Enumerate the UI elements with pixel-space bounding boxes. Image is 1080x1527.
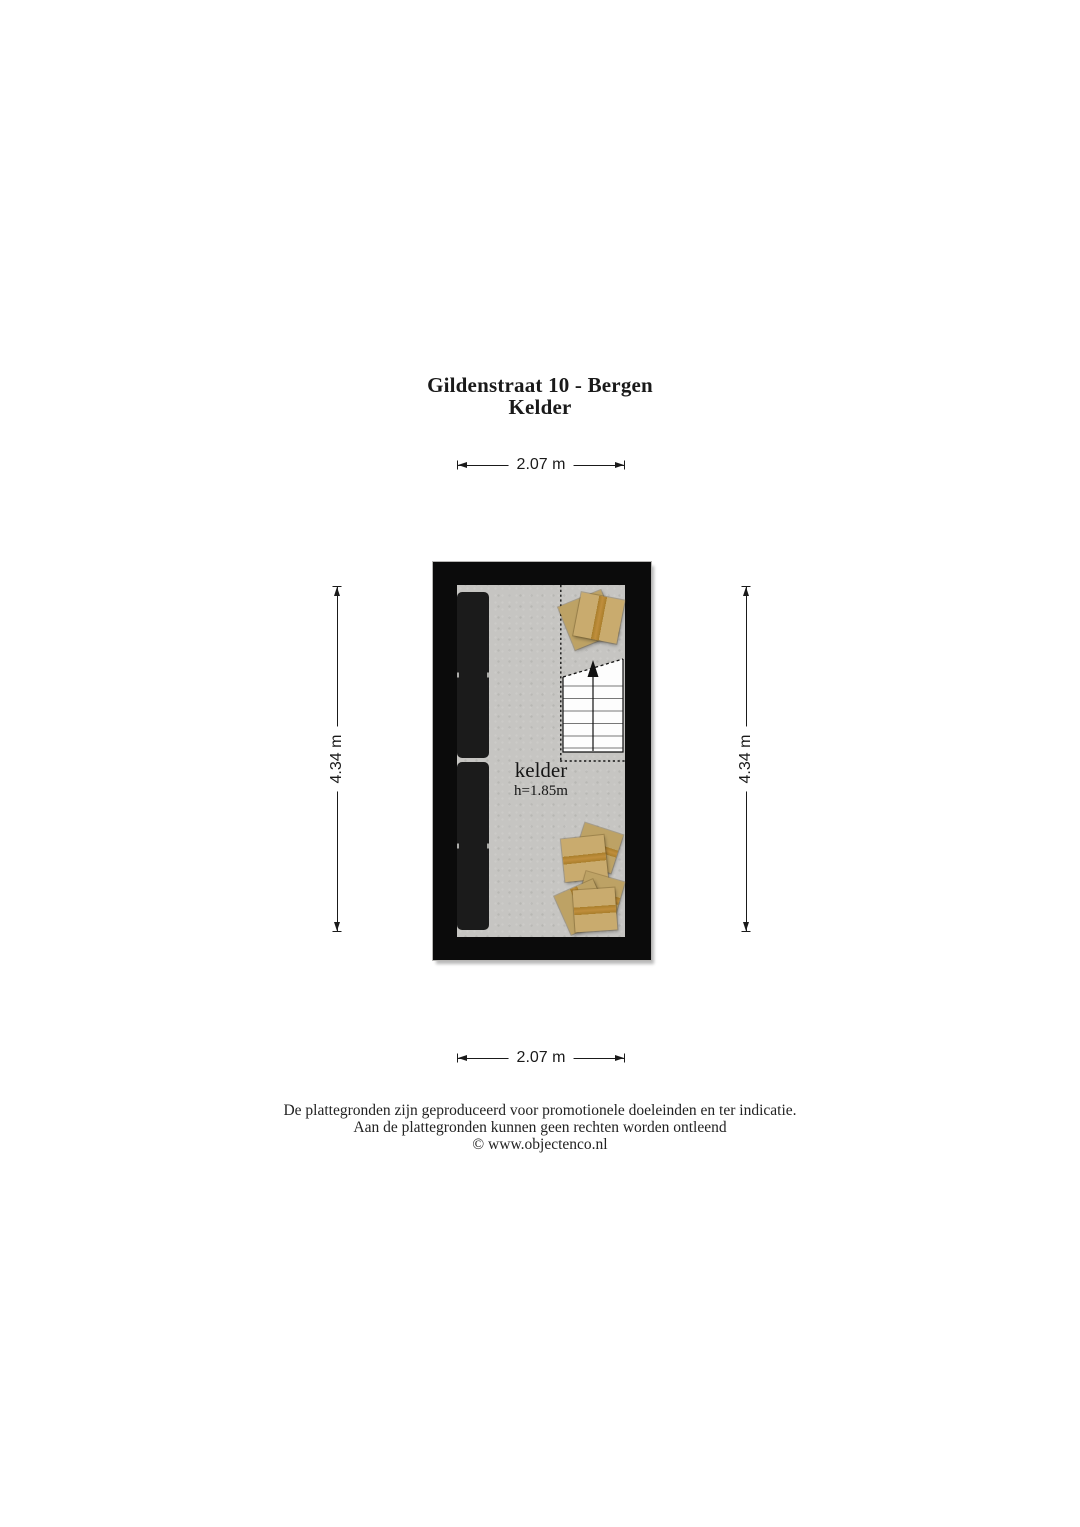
disclaimer-line-1: De plattegronden zijn geproduceerd voor promotionele doeleinden en ter indicatie. xyxy=(283,1102,797,1119)
box-icon xyxy=(573,888,618,933)
page-subtitle: Kelder xyxy=(508,395,572,419)
arrow-left-icon xyxy=(458,462,467,468)
arrow-down-icon xyxy=(743,922,749,931)
storage-boxes-bottom xyxy=(561,876,627,936)
dimension-endcap xyxy=(624,1054,625,1063)
dimension-left xyxy=(327,586,347,932)
box-icon xyxy=(573,592,625,644)
dimension-top xyxy=(457,455,625,475)
dimension-label-right: 4.34 m xyxy=(737,727,755,792)
storage-cabinet-top xyxy=(457,592,489,758)
room-name: kelder xyxy=(514,758,568,782)
floor-plan xyxy=(433,562,651,960)
storage-boxes-top xyxy=(563,589,627,651)
disclaimer-line-2: Aan de plattegronden kunnen geen rechten worden ontleend xyxy=(353,1119,727,1136)
title-block xyxy=(0,374,1080,418)
disclaimer xyxy=(0,1102,1080,1153)
dimension-label-left: 4.34 m xyxy=(328,727,346,792)
dimension-right xyxy=(736,586,756,932)
arrow-right-icon xyxy=(615,462,624,468)
dimension-endcap xyxy=(333,931,342,932)
room-label xyxy=(457,760,625,799)
arrow-up-icon xyxy=(743,587,749,596)
arrow-left-icon xyxy=(458,1055,467,1061)
room-ceiling-height: h=1.85m xyxy=(514,783,568,799)
copyright: © www.objectenco.nl xyxy=(472,1136,608,1153)
dimension-endcap xyxy=(624,461,625,470)
arrow-up-icon xyxy=(334,587,340,596)
dimension-endcap xyxy=(742,931,751,932)
arrow-down-icon xyxy=(334,922,340,931)
arrow-right-icon xyxy=(615,1055,624,1061)
dimension-label-top: 2.07 m xyxy=(509,456,574,474)
kelder-floor xyxy=(457,585,625,937)
dimension-bottom xyxy=(457,1048,625,1068)
page-title: Gildenstraat 10 - Bergen xyxy=(427,373,653,397)
dimension-label-bottom: 2.07 m xyxy=(509,1049,574,1067)
